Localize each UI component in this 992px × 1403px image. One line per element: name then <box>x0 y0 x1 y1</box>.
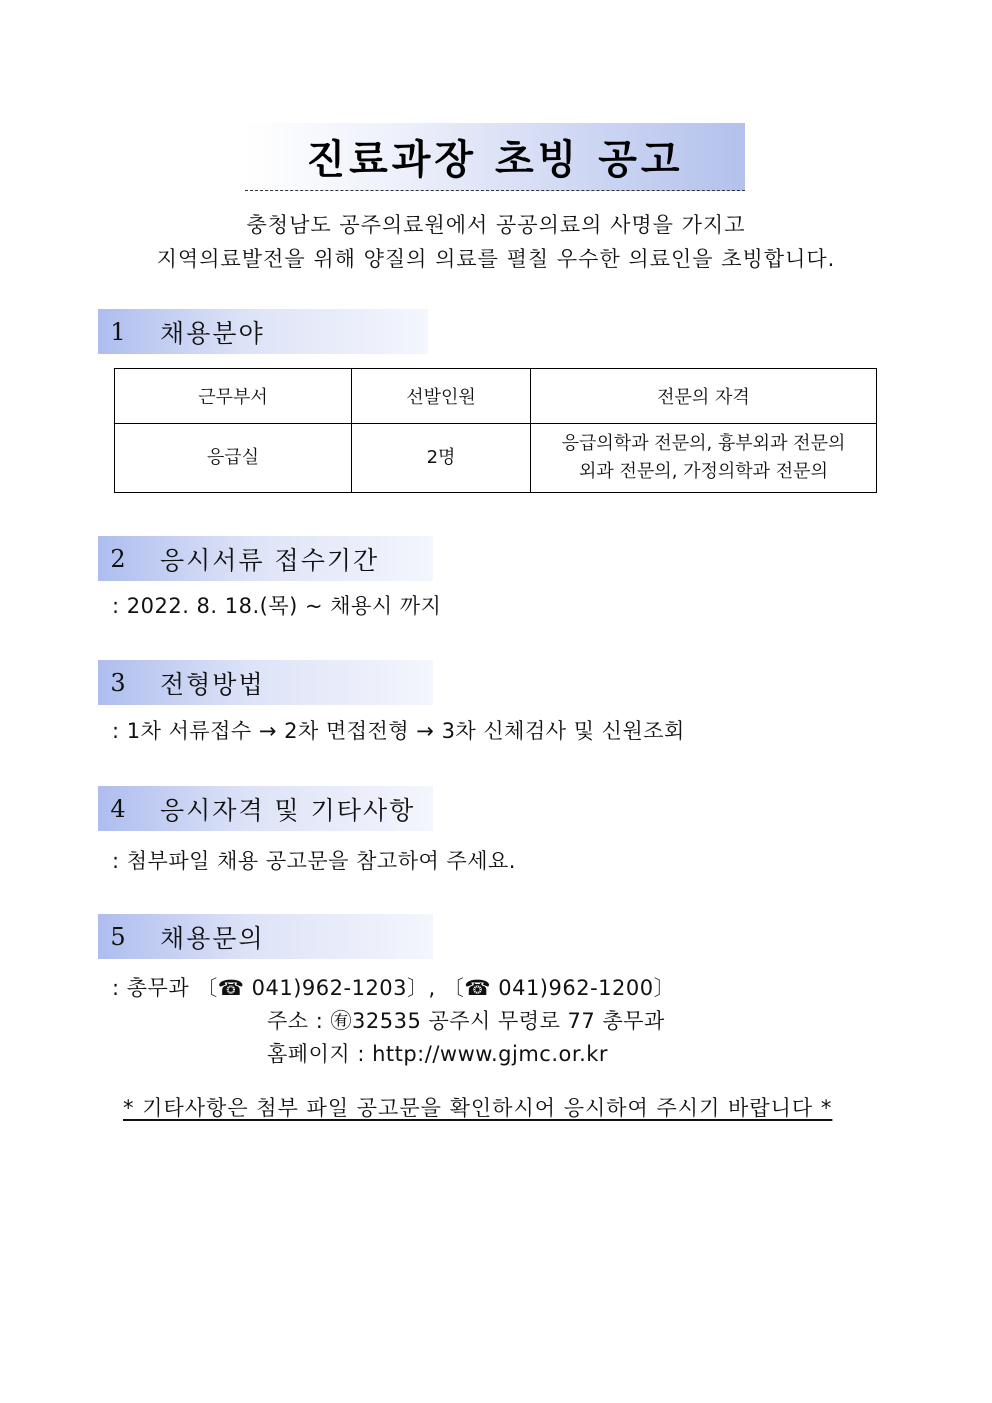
contact-address: 주소 : ㊒32535 공주시 무령로 77 총무과 <box>267 1009 665 1033</box>
section-2-title: 응시서류 접수기간 <box>160 545 380 575</box>
contact-prefix: : 총무과 〔 <box>112 976 218 1000</box>
section-1-header <box>98 309 428 354</box>
qualification-line-2: 외과 전문의, 가정의학과 전문의 <box>579 461 828 482</box>
table-header-row <box>115 369 877 424</box>
table-row <box>115 424 877 493</box>
footer-note: * 기타사항은 첨부 파일 공고문을 확인하시어 응시하여 주시기 바랍니다 * <box>123 1096 833 1120</box>
section-1-title: 채용분야 <box>160 318 265 348</box>
section-4-body: : 첨부파일 채용 공고문을 참고하여 주세요. <box>112 849 516 873</box>
table-cell-qualification <box>531 424 877 493</box>
section-3-body: : 1차 서류접수 → 2차 면접전형 → 3차 신체검사 및 신원조회 <box>112 719 685 743</box>
section-1-number: 1 <box>110 317 126 346</box>
section-2-number: 2 <box>110 544 126 573</box>
section-3-header <box>98 660 433 705</box>
section-3-title: 전형방법 <box>160 669 265 699</box>
table-header-qualification: 전문의 자격 <box>531 369 877 424</box>
table-cell-count: 2명 <box>352 424 531 493</box>
section-5-number: 5 <box>110 922 126 951</box>
section-2-body: : 2022. 8. 18.(목) ~ 채용시 까지 <box>112 594 442 618</box>
phone-icon: ☎ <box>464 976 492 1000</box>
section-5-title: 채용문의 <box>160 923 265 953</box>
intro-line-1: 충청남도 공주의료원에서 공공의료의 사명을 가지고 <box>246 213 746 237</box>
intro-line-2: 지역의료발전을 위해 양질의 의료를 펼칠 우수한 의료인을 초빙합니다. <box>156 247 836 271</box>
recruitment-table <box>114 368 877 493</box>
qualification-line-1: 응급의학과 전문의, 흉부외과 전문의 <box>561 433 846 454</box>
section-4-header <box>98 786 433 831</box>
section-4-title: 응시자격 및 기타사항 <box>160 795 416 825</box>
phone-icon: ☎ <box>217 976 245 1000</box>
contact-phone-1: 041)962-1203〕, 〔 <box>244 976 465 1000</box>
section-4-number: 4 <box>110 794 126 823</box>
table-header-count: 선발인원 <box>352 369 531 424</box>
contact-phone-line <box>112 972 675 1002</box>
table-header-dept: 근무부서 <box>115 369 352 424</box>
section-3-number: 3 <box>110 668 126 697</box>
table-cell-dept: 응급실 <box>115 424 352 493</box>
section-5-header <box>98 914 433 959</box>
title-banner <box>245 123 745 191</box>
contact-phone-2: 041)962-1200〕 <box>491 976 676 1000</box>
page-title: 진료과장 초빙 공고 <box>306 137 684 183</box>
contact-homepage: 홈페이지 : http://www.gjmc.or.kr <box>267 1042 609 1066</box>
section-2-header <box>98 536 433 581</box>
